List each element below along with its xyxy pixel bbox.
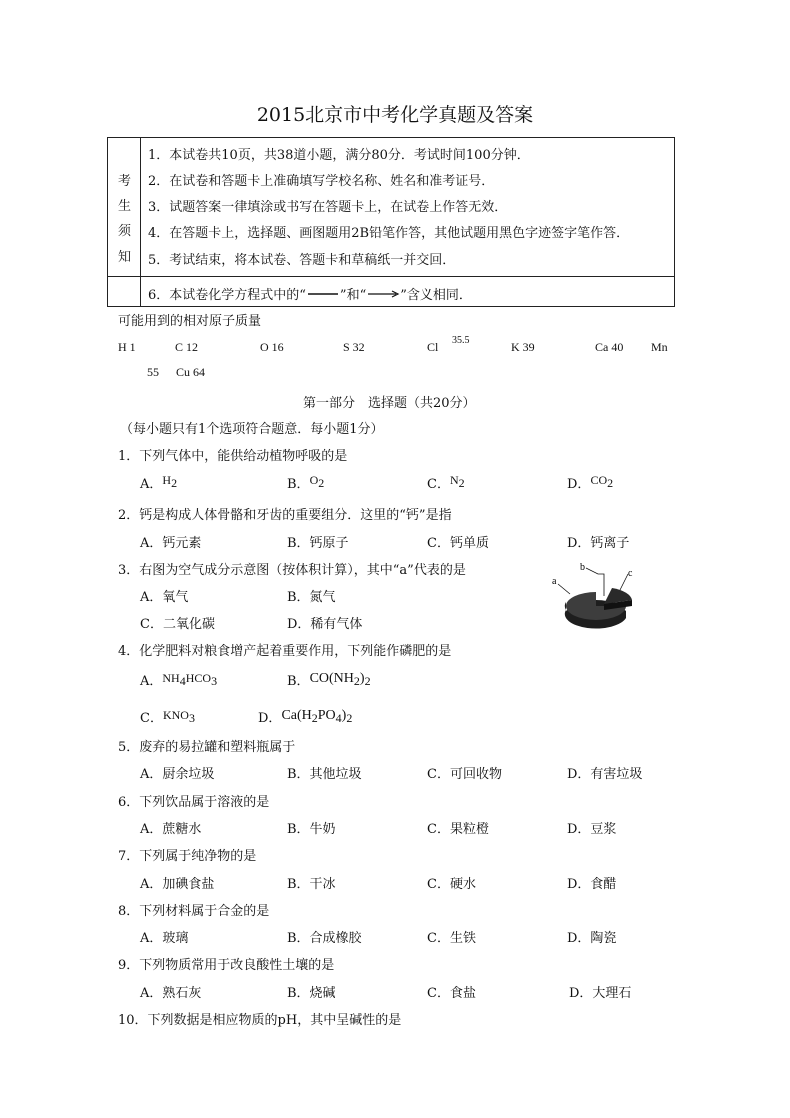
question-2-option-d: D．钙离子: [567, 536, 630, 551]
question-9-stem: 9．下列物质常用于改良酸性土壤的是: [118, 958, 335, 973]
equals-line-icon: [306, 288, 340, 303]
pie-label-a: a: [552, 576, 557, 587]
question-5-option-b: B．其他垃圾: [287, 767, 362, 782]
question-3-option-c: C．二氧化碳: [140, 617, 215, 632]
question-4-option-c: C．KNO3: [140, 708, 195, 726]
question-1-option-b: B．$O_2$: [287, 473, 325, 492]
question-6-stem: 6．下列饮品属于溶液的是: [118, 795, 270, 810]
question-10-stem: 10．下列数据是相应物质的pH，其中呈碱性的是: [118, 1013, 402, 1028]
question-4-option-d: D．Ca(H2PO4)2: [258, 708, 353, 726]
question-9-option-d: D．大理石: [569, 986, 632, 1001]
question-2-stem: 2．钙是构成人体骨骼和牙齿的重要组分．这里的“钙”是指: [118, 508, 452, 523]
question-7-option-b: B．干冰: [287, 877, 336, 892]
mass-cl: Cl: [427, 340, 439, 354]
question-4-stem: 4．化学肥料对粮食增产起着重要作用，下列能作磷肥的是: [118, 644, 452, 659]
notice-line-5: 5．考试结束，将本试卷、答题卡和草稿纸一并交回．: [148, 253, 456, 268]
pie-label-b: b: [580, 562, 585, 573]
mass-cl-value: 35.5: [452, 335, 470, 346]
notice-line-4: 4．在答题卡上，选择题、画图题用2B铅笔作答，其他试题用黑色字迹签字笔作答．: [148, 226, 630, 241]
notice-side-char: 知: [118, 250, 132, 265]
question-4-option-a: A．NH4HCO3: [140, 671, 218, 689]
question-3-option-d: D．稀有气体: [287, 617, 363, 632]
leader-line-c: [620, 574, 628, 590]
question-5-option-a: A．厨余垃圾: [140, 767, 215, 782]
mass-k: K 39: [511, 340, 535, 354]
notice-side-label: [108, 138, 141, 306]
question-2-option-c: C．钙单质: [427, 536, 489, 551]
part1-instructions: （每小题只有1个选项符合题意．每小题1分）: [120, 422, 384, 437]
question-6-option-b: B．牛奶: [287, 822, 336, 837]
question-3-option-b: B．氮气: [287, 590, 336, 605]
question-8-stem: 8．下列材料属于合金的是: [118, 904, 270, 919]
mass-mn-value: 55: [147, 365, 159, 379]
question-7-option-c: C．硬水: [427, 877, 476, 892]
question-2-option-a: A．钙元素: [140, 536, 202, 551]
question-5-stem: 5．废弃的易拉罐和塑料瓶属于: [118, 740, 296, 755]
leader-line-b: [586, 568, 604, 596]
notice-line-1: 1．本试卷共10页，共38道小题，满分80分．考试时间100分钟．: [148, 148, 530, 163]
question-8-option-d: D．陶瓷: [567, 931, 617, 946]
mass-s: S 32: [343, 340, 365, 354]
notice-side-char: 须: [118, 224, 132, 239]
question-2-option-b: B．钙原子: [287, 536, 349, 551]
question-7-option-a: A．加碘食盐: [140, 877, 215, 892]
question-1-option-a: A．$H_2$: [140, 473, 178, 492]
question-9-option-a: A．熟石灰: [140, 986, 202, 1001]
mass-mn: Mn: [651, 340, 668, 354]
part1-heading: 第一部分 选择题（共20分）: [303, 396, 476, 411]
mass-c: C 12: [175, 340, 199, 354]
question-9-option-b: B．烧碱: [287, 986, 336, 1001]
question-4-option-b: B．CO(NH2)2: [287, 671, 371, 689]
question-7-stem: 7．下列属于纯净物的是: [118, 849, 257, 864]
question-8-option-c: C．生铁: [427, 931, 476, 946]
atomic-mass-heading: 可能用到的相对原子质量: [118, 314, 262, 329]
notice-side-char: 生: [118, 199, 132, 214]
notice-line-6-mid: ”和“: [339, 288, 367, 303]
question-5-option-d: D．有害垃圾: [567, 767, 643, 782]
question-5-option-c: C．可回收物: [427, 767, 502, 782]
question-3-option-a: A．氧气: [140, 590, 189, 605]
question-1-option-d: D．$CO_2$: [567, 473, 614, 492]
pie-label-c: c: [628, 568, 633, 579]
question-8-option-b: B．合成橡胶: [287, 931, 362, 946]
notice-side-char: 考: [118, 174, 132, 189]
mass-ca: Ca 40: [595, 340, 624, 354]
question-6-option-c: C．果粒橙: [427, 822, 489, 837]
notice-line-2: 2．在试卷和答题卡上准确填写学校名称、姓名和准考证号．: [148, 174, 495, 189]
right-arrow-icon: [366, 288, 400, 303]
question-9-option-c: C．食盐: [427, 986, 476, 1001]
leader-line-a: [558, 584, 570, 594]
mass-o: O 16: [260, 340, 284, 354]
page-title: 2015北京市中考化学真题及答案: [256, 104, 534, 126]
mass-h: H 1: [118, 340, 136, 354]
question-7-option-d: D．食醋: [567, 877, 617, 892]
notice-line-6-post: ”含义相同．: [400, 288, 472, 303]
question-3-stem: 3．右图为空气成分示意图（按体积计算），其中“a”代表的是: [118, 563, 466, 578]
notice-line-6: [148, 284, 472, 303]
question-6-option-d: D．豆浆: [567, 822, 617, 837]
mass-cu: Cu 64: [176, 365, 206, 379]
question-1-option-c: C．$N_2$: [427, 473, 465, 492]
question-6-option-a: A．蔗糖水: [140, 822, 202, 837]
question-8-option-a: A．玻璃: [140, 931, 189, 946]
air-composition-pie-figure: [548, 560, 638, 644]
notice-box: [107, 137, 675, 307]
notice-line-3: 3．试题答案一律填涂或书写在答题卡上，在试卷上作答无效．: [148, 200, 508, 215]
notice-line-6-pre: 6．本试卷化学方程式中的“: [148, 288, 306, 303]
question-1-stem: 1．下列气体中，能供给动植物呼吸的是: [118, 449, 348, 464]
